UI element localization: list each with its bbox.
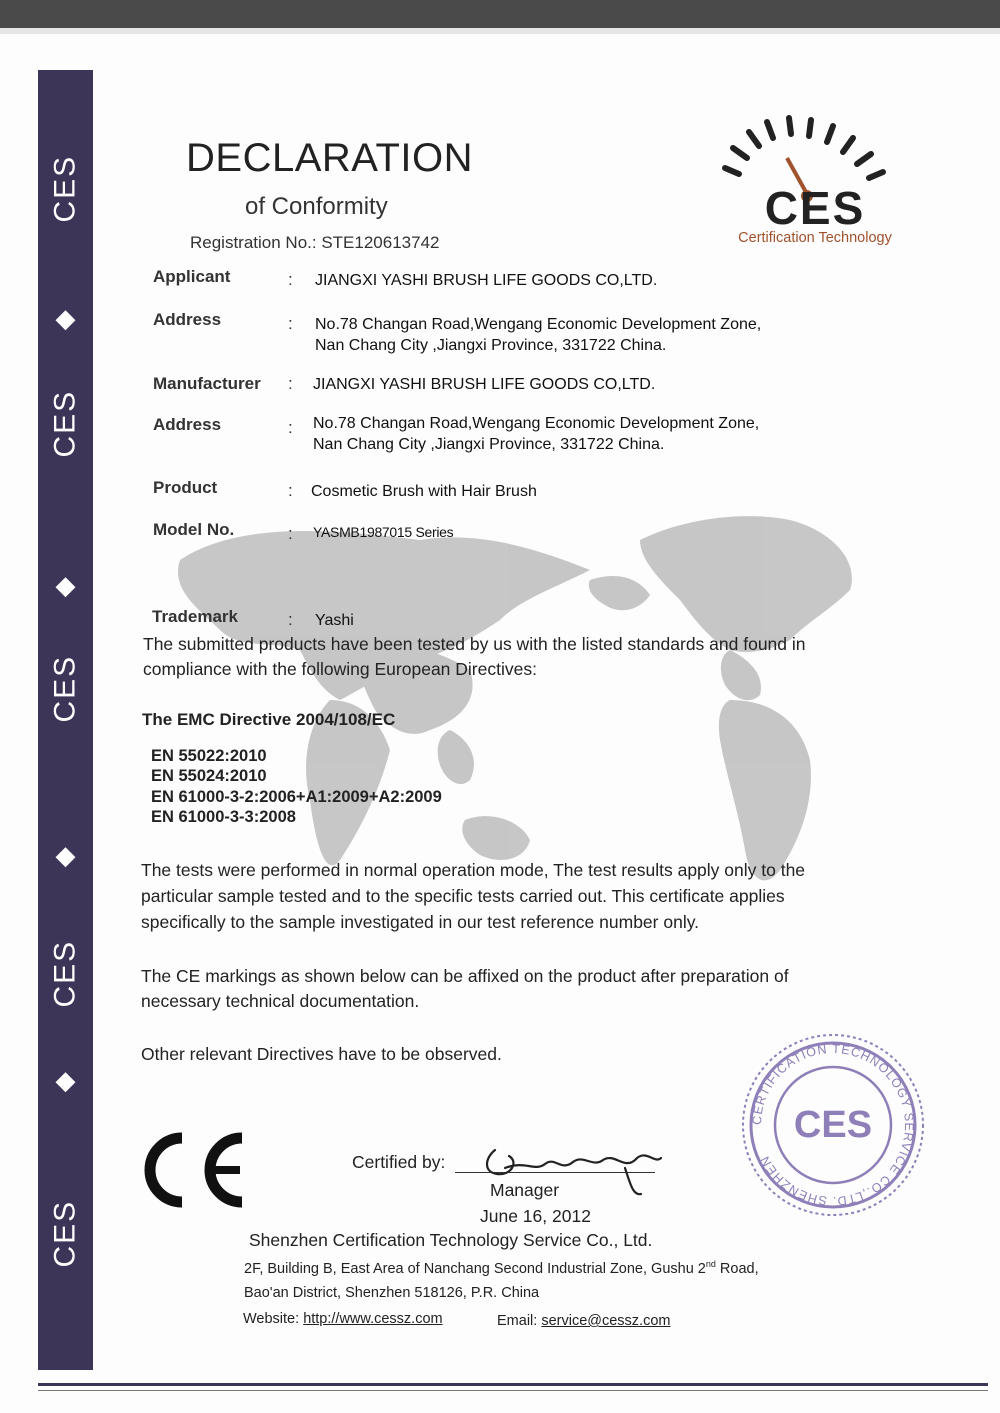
website-link[interactable]: http://www.cessz.com (303, 1311, 443, 1327)
footer-email (497, 1313, 670, 1329)
certified-by-label: Certified by: (352, 1152, 446, 1172)
certification-date: June 16, 2012 (480, 1206, 591, 1226)
side-ces-label: CES (48, 1199, 82, 1268)
field-value-address-line2: Nan Chang City ,Jiangxi Province, 331722 China. (313, 436, 665, 453)
logo-tagline: Certification Technology (738, 230, 892, 246)
field-label-trademark: Trademark (152, 607, 238, 626)
registration-number: Registration No.: STE120613742 (190, 233, 440, 252)
company-seal-icon (738, 1030, 928, 1220)
ce-line1: The CE markings as shown below can be affixed on the product after preparation of (141, 966, 789, 986)
ce-line2: necessary technical documentation. (141, 991, 420, 1011)
footer-address1-post: Road, (715, 1260, 759, 1277)
field-label-model-no: Model No. (153, 520, 235, 539)
statement-line1: The submitted products have been tested by us with the listed standards and found in (143, 634, 806, 654)
field-colon: : (288, 314, 293, 333)
side-diamond-icon: ◆ (55, 1065, 76, 1095)
statement-line2: compliance with the following European Directives: (143, 659, 537, 679)
certifier-role: Manager (490, 1180, 560, 1200)
footer-address1-pre: 2F, Building B, East Area of Nanchang Second Industrial Zone, Gushu 2 (244, 1260, 706, 1277)
email-link[interactable]: service@cessz.com (541, 1313, 671, 1329)
footer-address2: Bao'an District, Shenzhen 518126, P.R. China (244, 1285, 540, 1301)
bottom-border (38, 1383, 988, 1386)
side-ces-label: CES (48, 389, 82, 458)
seal-center-text: CES (793, 1104, 873, 1146)
footer-address1 (244, 1259, 759, 1277)
side-strip (38, 70, 93, 1370)
field-label-applicant: Applicant (153, 267, 231, 286)
page-subtitle: of Conformity (245, 193, 388, 220)
side-diamond-icon: ◆ (55, 840, 76, 870)
side-diamond-icon: ◆ (55, 303, 76, 333)
field-colon: : (288, 418, 293, 437)
seal-ring-text: CERTIFICATION TECHNOLOGY SERVICE CO.,LTD. SHENZHEN (749, 1041, 917, 1209)
field-label-manufacturer: Manufacturer (153, 374, 261, 393)
side-ces-label: CES (48, 939, 82, 1008)
tests-line2: particular sample tested and to the specific tests carried out. This certificate applies (141, 886, 785, 906)
side-diamond-icon: ◆ (55, 570, 76, 600)
field-colon: : (288, 374, 293, 393)
standard-item: EN 55022:2010 (151, 747, 267, 765)
website-label: Website: (243, 1311, 300, 1327)
email-label: Email: (497, 1313, 538, 1329)
other-directives: Other relevant Directives have to be observed. (141, 1044, 502, 1064)
field-label-product: Product (153, 478, 218, 497)
field-value-model-no: YASMB1987015 Series (313, 524, 454, 540)
tests-line3: specifically to the sample investigated in our test reference number only. (141, 912, 700, 932)
field-value-product: Cosmetic Brush with Hair Brush (311, 483, 537, 500)
tests-line1: The tests were performed in normal operation mode, The test results apply only to the (141, 860, 806, 880)
field-label-address: Address (153, 415, 222, 434)
field-value-address-line1: No.78 Changan Road,Wengang Economic Development Zone, (315, 316, 762, 333)
ce-mark-icon (138, 1130, 248, 1210)
ce-mark-text: CE (138, 1130, 140, 1131)
side-ces-label: CES (48, 654, 82, 723)
scan-top-border (0, 0, 1000, 28)
field-colon: : (288, 481, 293, 500)
field-value-address-line1: No.78 Changan Road,Wengang Economic Development Zone, (313, 415, 760, 432)
footer-address1-sup: nd (705, 1259, 716, 1269)
field-colon: : (288, 524, 293, 543)
field-value-manufacturer: JIANGXI YASHI BRUSH LIFE GOODS CO,LTD. (313, 376, 656, 393)
logo-letters: CES (764, 182, 866, 234)
standard-item: EN 55024:2010 (151, 767, 267, 785)
footer-website (243, 1311, 443, 1327)
standard-item: EN 61000-3-2:2006+A1:2009+A2:2009 (151, 788, 442, 806)
field-colon: : (288, 270, 293, 289)
page-title: DECLARATION (186, 136, 474, 180)
field-value-trademark: Yashi (315, 612, 354, 629)
bottom-border-thin (38, 1390, 988, 1391)
directive-title: The EMC Directive 2004/108/EC (142, 710, 396, 729)
standard-item: EN 61000-3-3:2008 (151, 808, 296, 826)
side-ces-label: CES (48, 154, 82, 223)
ces-logo-icon (695, 110, 935, 250)
field-value-address-line2: Nan Chang City ,Jiangxi Province, 331722 China. (315, 337, 667, 354)
footer-company: Shenzhen Certification Technology Service Co., Ltd. (249, 1230, 653, 1250)
field-value-applicant: JIANGXI YASHI BRUSH LIFE GOODS CO,LTD. (315, 272, 658, 289)
field-colon: : (288, 610, 293, 629)
field-label-address: Address (153, 310, 222, 329)
